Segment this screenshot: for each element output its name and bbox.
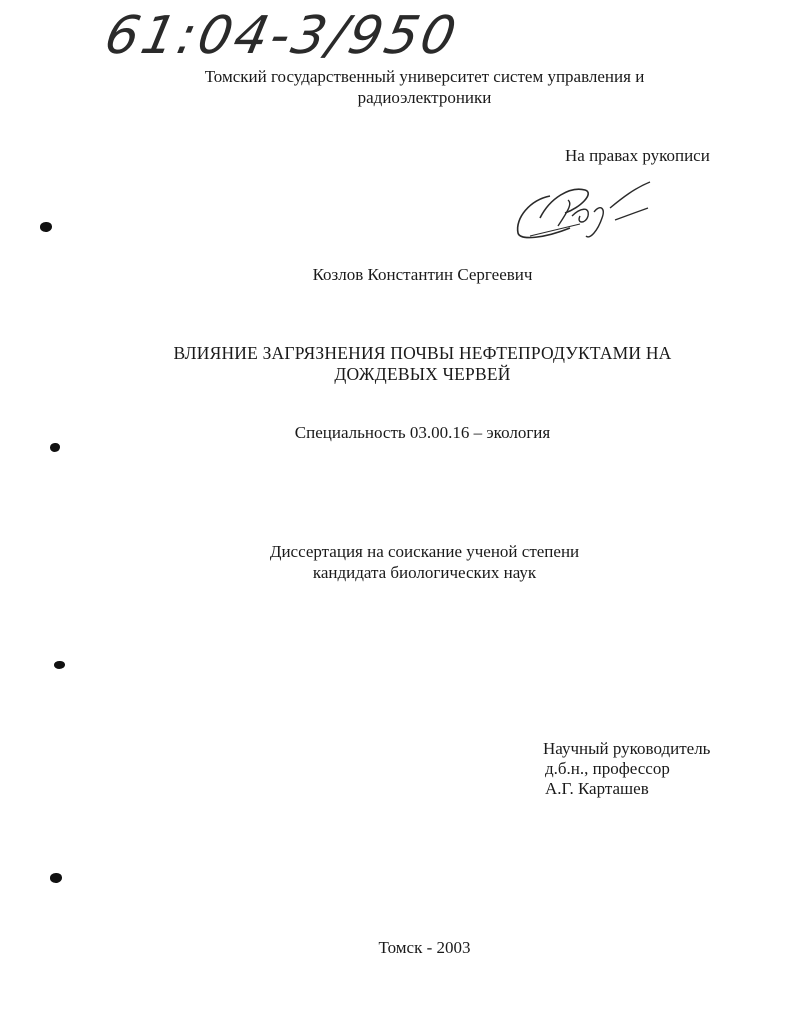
author-name: Козлов Константин Сергеевич (312, 265, 533, 284)
archive-stamp-number: 61:04-3/950 (99, 6, 464, 66)
degree-line-2: кандидата биологических наук (312, 563, 537, 582)
specialty: Специальность 03.00.16 – экология (294, 423, 551, 442)
university-line-1: Томский государственный университет систем управления и (204, 67, 645, 86)
city-year: Томск - 2003 (378, 938, 471, 957)
punch-hole-mark-icon (50, 443, 60, 452)
manuscript-rights-note: На правах рукописи (565, 146, 710, 165)
supervisor-degree: д.б.н., профессор (545, 759, 670, 778)
punch-hole-mark-icon (50, 873, 62, 883)
dissertation-title-line-1: ВЛИЯНИЕ ЗАГРЯЗНЕНИЯ ПОЧВЫ НЕФТЕПРОДУКТАМИ НА (173, 343, 672, 363)
degree-line-1: Диссертация на соискание ученой степени (269, 542, 580, 561)
signature-icon (510, 178, 655, 248)
university-line-2: радиоэлектроники (357, 88, 492, 107)
dissertation-title-line-2: ДОЖДЕВЫХ ЧЕРВЕЙ (334, 364, 511, 384)
punch-hole-mark-icon (40, 222, 52, 232)
supervisor-name: А.Г. Карташев (545, 779, 649, 798)
supervisor-label: Научный руководитель (543, 739, 711, 758)
punch-hole-mark-icon (54, 661, 65, 669)
